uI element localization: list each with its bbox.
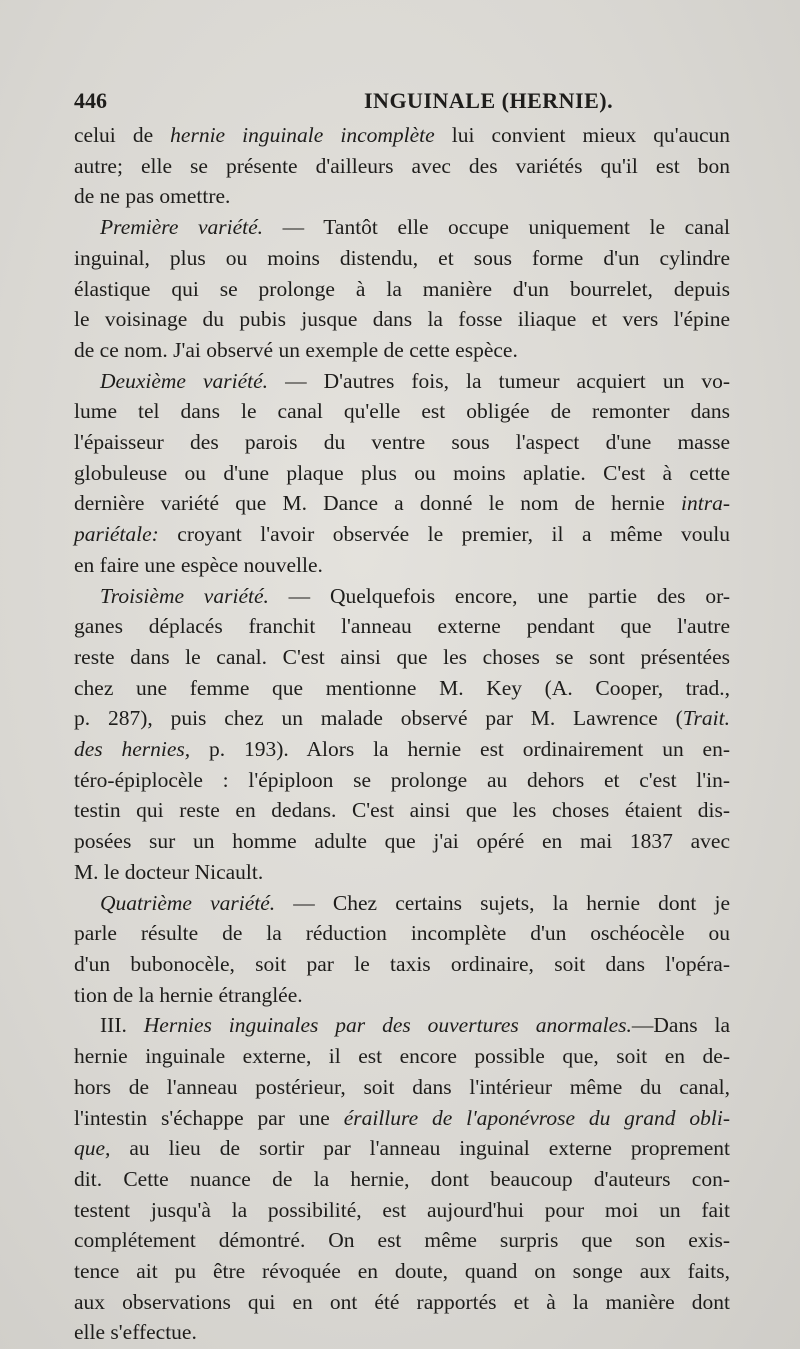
text-line: [74, 1164, 730, 1195]
text-line: [74, 1010, 730, 1041]
text-line: [74, 1256, 730, 1287]
italic-text: Deuxième variété.: [100, 368, 269, 393]
text-line: [74, 427, 730, 458]
text-segment: d'un bubonocèle, soit par le taxis ordinaire, soit dans l'opéra-: [74, 951, 730, 976]
text-segment: — Quelquefois encore, une partie des or-: [268, 583, 730, 608]
text-segment: complétement démontré. On est même surpris que son exis-: [74, 1228, 730, 1253]
text-segment: — Tantôt elle occupe uniquement le canal: [263, 215, 730, 240]
text-line: [74, 335, 730, 366]
text-line: [74, 673, 730, 704]
text-line: [74, 366, 730, 397]
text-line: [74, 826, 730, 857]
text-line: [74, 488, 730, 519]
text-segment: autre; elle se présente d'ailleurs avec des variétés qu'il est bon: [74, 153, 730, 178]
text-segment: de ce nom. J'ai observé un exemple de cette espèce.: [74, 337, 518, 362]
text-line: [74, 857, 730, 888]
text-segment: posées sur un homme adulte que j'ai opéré en mai 1837 avec: [74, 829, 730, 854]
text-segment: inguinal, plus ou moins distendu, et sous forme d'un cylindre: [74, 245, 730, 270]
text-segment: celui de: [74, 123, 171, 147]
text-segment: élastique qui se prolonge à la manière d'un bourrelet, depuis: [74, 276, 730, 301]
text-line: [74, 949, 730, 980]
text-segment: croyant l'avoir observée le premier, il a même voulu: [158, 522, 730, 547]
text-line: [74, 1133, 730, 1164]
text-segment: l'intestin s'échappe par une: [74, 1105, 344, 1130]
italic-text: Hernies inguinales par des ouvertures anormales.: [143, 1013, 632, 1038]
text-segment: hors de l'anneau postérieur, soit dans l'intérieur même du canal,: [74, 1074, 730, 1099]
text-segment: en faire une espèce nouvelle.: [74, 552, 323, 577]
italic-text: Première variété.: [100, 215, 264, 240]
text-line: [74, 734, 730, 765]
text-segment: testent jusqu'à la possibilité, est aujourd'hui pour moi un fait: [74, 1197, 730, 1222]
text-segment: p. 287), puis chez un malade observé par M. Lawrence (: [74, 706, 683, 731]
running-title: INGUINALE (HERNIE).: [364, 88, 614, 113]
text-line: [74, 1041, 730, 1072]
text-segment: lui convient mieux qu'aucun: [434, 123, 730, 147]
text-line: [74, 151, 730, 182]
text-segment: tion de la hernie étranglée.: [74, 982, 303, 1007]
text-segment: M. le docteur Nicault.: [74, 859, 264, 884]
text-segment: au lieu de sortir par l'anneau inguinal externe proprement: [110, 1136, 730, 1161]
text-line: [74, 550, 730, 581]
text-segment: dit. Cette nuance de la hernie, dont beaucoup d'auteurs con-: [74, 1166, 730, 1191]
italic-text: que,: [74, 1136, 111, 1161]
italic-text: pariétale:: [74, 522, 159, 547]
text-line: [74, 1317, 730, 1348]
italic-text: Troisième variété.: [100, 583, 269, 608]
text-segment: ganes déplacés franchit l'anneau externe pendant que l'autre: [74, 614, 730, 639]
text-line: [74, 980, 730, 1011]
text-segment: de ne pas omettre.: [74, 184, 231, 209]
page-number: 446: [74, 88, 107, 113]
text-line: [74, 1072, 730, 1103]
text-segment: aux observations qui en ont été rapportés et à la manière dont: [74, 1289, 730, 1314]
text-line: [74, 304, 730, 335]
text-line: [74, 918, 730, 949]
text-line: [74, 1287, 730, 1318]
text-segment: globuleuse ou d'une plaque plus ou moins aplatie. C'est à cette: [74, 460, 730, 485]
italic-text: intra-: [681, 491, 730, 516]
text-line: [74, 1195, 730, 1226]
text-segment: — D'autres fois, la tumeur acquiert un vo-: [268, 368, 731, 393]
text-segment: —Dans la: [631, 1013, 730, 1038]
text-segment: III.: [100, 1013, 144, 1038]
italic-text: des hernies,: [74, 737, 191, 762]
text-line: [74, 519, 730, 550]
text-segment: testin qui reste en dedans. C'est ainsi que les choses étaient dis-: [74, 798, 730, 823]
text-segment: reste dans le canal. C'est ainsi que les choses se sont présentées: [74, 644, 730, 669]
text-segment: le voisinage du pubis jusque dans la fosse iliaque et vers l'épine: [74, 307, 730, 332]
text-segment: téro-épiplocèle : l'épiploon se prolonge au dehors et c'est l'in-: [74, 767, 730, 792]
text-line: [74, 581, 730, 612]
text-line: [74, 765, 730, 796]
body-text: [74, 120, 730, 1348]
text-segment: p. 193). Alors la hernie est ordinairement un en-: [190, 737, 730, 762]
text-segment: tence ait pu être révoquée en doute, quand on songe aux faits,: [74, 1259, 730, 1284]
text-line: [74, 243, 730, 274]
text-line: [74, 120, 730, 151]
text-line: [74, 212, 730, 243]
text-line: [74, 181, 730, 212]
text-line: [74, 703, 730, 734]
text-line: [74, 888, 730, 919]
text-line: [74, 1225, 730, 1256]
italic-text: éraillure de l'aponévrose du grand obli-: [343, 1105, 730, 1130]
text-segment: hernie inguinale externe, il est encore possible que, soit en de-: [74, 1044, 730, 1069]
text-line: [74, 642, 730, 673]
text-segment: chez une femme que mentionne M. Key (A. Cooper, trad.,: [74, 675, 730, 700]
text-segment: lume tel dans le canal qu'elle est obligée de remonter dans: [74, 399, 730, 424]
text-line: [74, 458, 730, 489]
italic-text: Quatrième variété.: [100, 890, 276, 915]
text-line: [74, 1103, 730, 1134]
text-segment: — Chez certains sujets, la hernie dont je: [275, 890, 730, 915]
text-line: [74, 611, 730, 642]
text-segment: parle résulte de la réduction incomplète d'un oschéocèle ou: [74, 921, 730, 946]
text-line: [74, 795, 730, 826]
text-segment: elle s'effectue.: [74, 1320, 197, 1345]
page-header: [74, 88, 734, 118]
text-line: [74, 396, 730, 427]
text-segment: l'épaisseur des parois du ventre sous l'aspect d'une masse: [74, 430, 730, 455]
text-line: [74, 274, 730, 305]
text-segment: dernière variété que M. Dance a donné le nom de hernie: [74, 491, 682, 516]
italic-text: Trait.: [682, 706, 730, 731]
italic-text: hernie inguinale incomplète: [170, 123, 435, 147]
